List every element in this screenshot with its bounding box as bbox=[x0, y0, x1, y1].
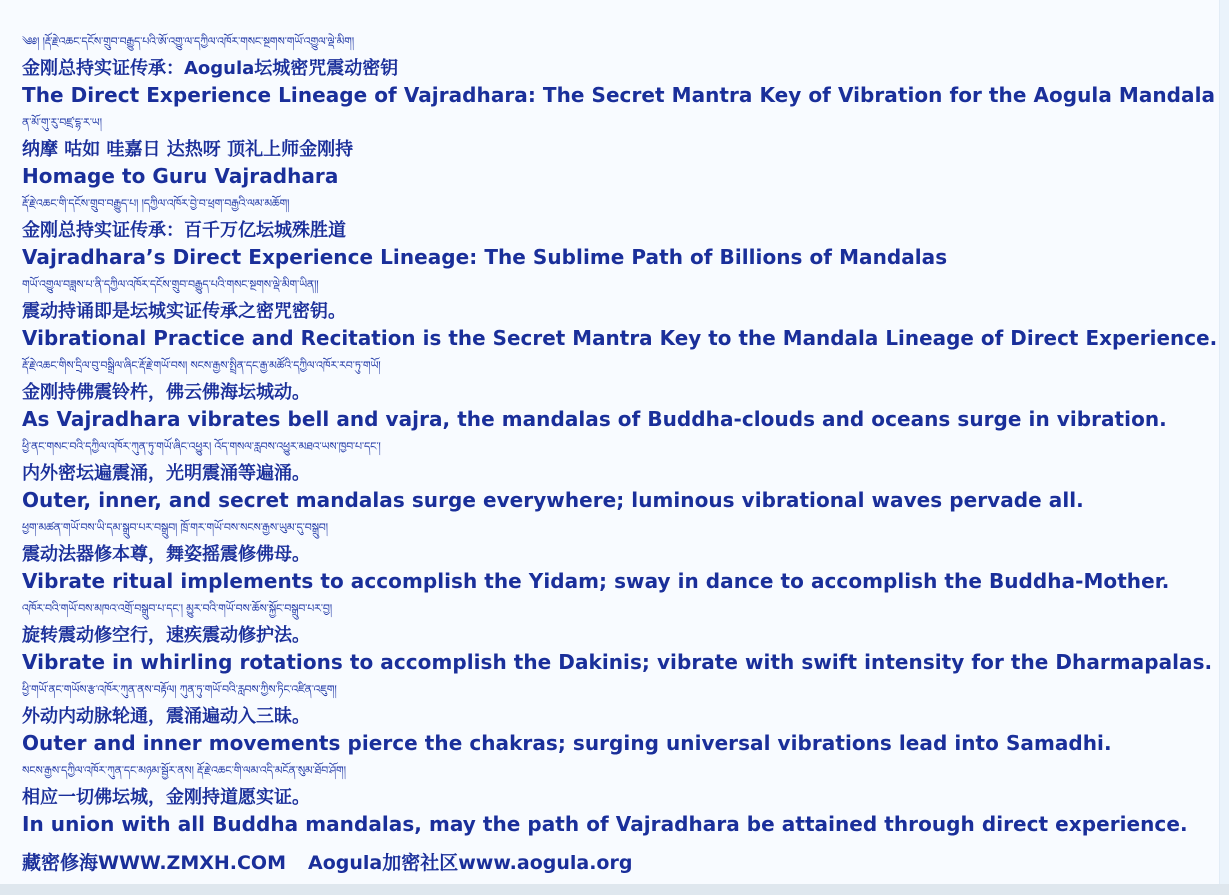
english-line: Outer, inner, and secret mandalas surge everywhere; luminous vibrational waves pervade all. bbox=[22, 488, 1084, 512]
tibetan-line: ༄༅། །རྡོ་རྗེ་འཆང་དངོས་གྲུབ་བརྒྱུད་པའི་ཨོ་འགྱུ་ལ་དཀྱིལ་འཁོར་གསང་སྔགས་གཡོ་འགྱུལ་ལྡེ་མིག། bbox=[22, 35, 354, 48]
verse-block bbox=[22, 109, 1217, 190]
verse-block bbox=[22, 676, 1217, 757]
verse-block bbox=[22, 190, 1217, 271]
english-line: Outer and inner movements pierce the chakras; surging universal vibrations lead into Samadhi. bbox=[22, 731, 1112, 755]
chinese-line: 外动内动脉轮通，震涌遍动入三昧。 bbox=[22, 706, 310, 727]
aogula-site-link[interactable]: Aogula加密社区www.aogula.org bbox=[308, 852, 633, 874]
zmxh-site-link[interactable]: 藏密修海WWW.ZMXH.COM bbox=[22, 852, 286, 874]
tibetan-line: འཁོར་བའི་གཡོ་བས་མཁའ་འགྲོ་བསྒྲུབ་པ་དང་། མྱུར་བའི་གཡོ་བས་ཆོས་སྐྱོང་བསྒྲུབ་པར་བྱ། bbox=[22, 602, 332, 615]
tibetan-line: ན་མོ་གུ་རུ་བཛྲ་དྷ་ར་ཡ། bbox=[22, 116, 102, 129]
tibetan-line: རྡོ་རྗེ་འཆང་གིས་དྲིལ་བུ་བསྒྲིལ་ཞིང་རྡོ་རྗེ་གཡོ་བས། སངས་རྒྱས་སྤྲིན་དང་རྒྱ་མཚོའི་དཀྱིལ་འཁོར་རབ་ཏུ་གཡོ། bbox=[22, 359, 381, 372]
chinese-line: 金刚持佛震铃杵，佛云佛海坛城动。 bbox=[22, 382, 310, 403]
chinese-line: 旋转震动修空行，速疾震动修护法。 bbox=[22, 625, 310, 646]
tibetan-line: གཡོ་འགྱུལ་བཟླས་པ་ནི་དཀྱིལ་འཁོར་དངོས་གྲུབ་བརྒྱུད་པའི་གསང་སྔགས་ལྡེ་མིག་ཡིན།། bbox=[22, 278, 319, 291]
english-line: In union with all Buddha mandalas, may the path of Vajradhara be attained through direct experience. bbox=[22, 812, 1188, 836]
english-line: Homage to Guru Vajradhara bbox=[22, 164, 339, 188]
chinese-line: 震动法器修本尊，舞姿摇震修佛母。 bbox=[22, 544, 310, 565]
verse-block bbox=[22, 595, 1217, 676]
verse-block bbox=[22, 514, 1217, 595]
verse-block bbox=[22, 757, 1217, 838]
english-line: As Vajradhara vibrates bell and vajra, the mandalas of Buddha-clouds and oceans surge in vibration. bbox=[22, 407, 1167, 431]
english-line: Vibrate ritual implements to accomplish the Yidam; sway in dance to accomplish the Buddha-Mother. bbox=[22, 569, 1170, 593]
english-line: Vibrate in whirling rotations to accomplish the Dakinis; vibrate with swift intensity for the Dharmapalas. bbox=[22, 650, 1213, 674]
chinese-line: 内外密坛遍震涌，光明震涌等遍涌。 bbox=[22, 463, 310, 484]
verse-block bbox=[22, 352, 1217, 433]
verse-block bbox=[22, 271, 1217, 352]
tibetan-line: ཕྱག་མཚན་གཡོ་བས་ཡི་དམ་སྒྲུབ་པར་བསྒྲུབ། ཁྲོ་གར་གཡོ་བས་སངས་རྒྱས་ཡུམ་དུ་བསྒྲུབ། bbox=[22, 521, 328, 534]
chinese-line: 相应一切佛坛城，金刚持道愿实证。 bbox=[22, 787, 310, 808]
tibetan-line: རྡོ་རྗེ་འཆང་གི་དངོས་གྲུབ་བརྒྱུད་པ། །དཀྱིལ་འཁོར་བྱེ་བ་ཕྲག་བརྒྱའི་ལམ་མཆོག། bbox=[22, 197, 290, 210]
chinese-line: 金刚总持实证传承：百千万亿坛城殊胜道 bbox=[22, 220, 346, 241]
footer bbox=[22, 848, 632, 875]
english-line: Vibrational Practice and Recitation is the Secret Mantra Key to the Mandala Lineage of Direct Experience. bbox=[22, 326, 1218, 350]
chinese-line: 纳摩 咕如 哇嘉日 达热呀 顶礼上师金刚持 bbox=[22, 139, 354, 160]
english-line: The Direct Experience Lineage of Vajradhara: The Secret Mantra Key of Vibration for the Aogula Mandala bbox=[22, 83, 1216, 107]
chinese-line: 震动持诵即是坛城实证传承之密咒密钥。 bbox=[22, 301, 346, 322]
verse-block bbox=[22, 28, 1217, 109]
tibetan-line: སངས་རྒྱས་དཀྱིལ་འཁོར་ཀུན་དང་མཉམ་སྦྱོར་ནས། རྡོ་རྗེ་འཆང་གི་ལམ་འདི་མངོན་སུམ་ཐོབ་ཤོག། bbox=[22, 764, 346, 777]
english-line: Vajradhara’s Direct Experience Lineage: The Sublime Path of Billions of Mandalas bbox=[22, 245, 948, 269]
tibetan-line: ཕྱི་གཡོ་ནང་གཡོས་རྩ་འཁོར་ཀུན་ནས་བརྟོལ། ཀུན་ཏུ་གཡོ་བའི་རླབས་ཀྱིས་ཏིང་འཛིན་འཇུག། bbox=[22, 683, 337, 696]
verse-block bbox=[22, 433, 1217, 514]
bottom-border bbox=[0, 884, 1229, 895]
chinese-line: 金刚总持实证传承：Aogula坛城密咒震动密钥 bbox=[22, 58, 399, 79]
verse-list bbox=[22, 28, 1217, 838]
tibetan-line: ཕྱི་ནང་གསང་བའི་དཀྱིལ་འཁོར་ཀུན་ཏུ་གཡོ་ཞིང་འཕྱུར། འོད་གསལ་རླབས་འཕྱུར་མཐའ་ཡས་ཁྱབ་པ་དང་། bbox=[22, 440, 381, 453]
